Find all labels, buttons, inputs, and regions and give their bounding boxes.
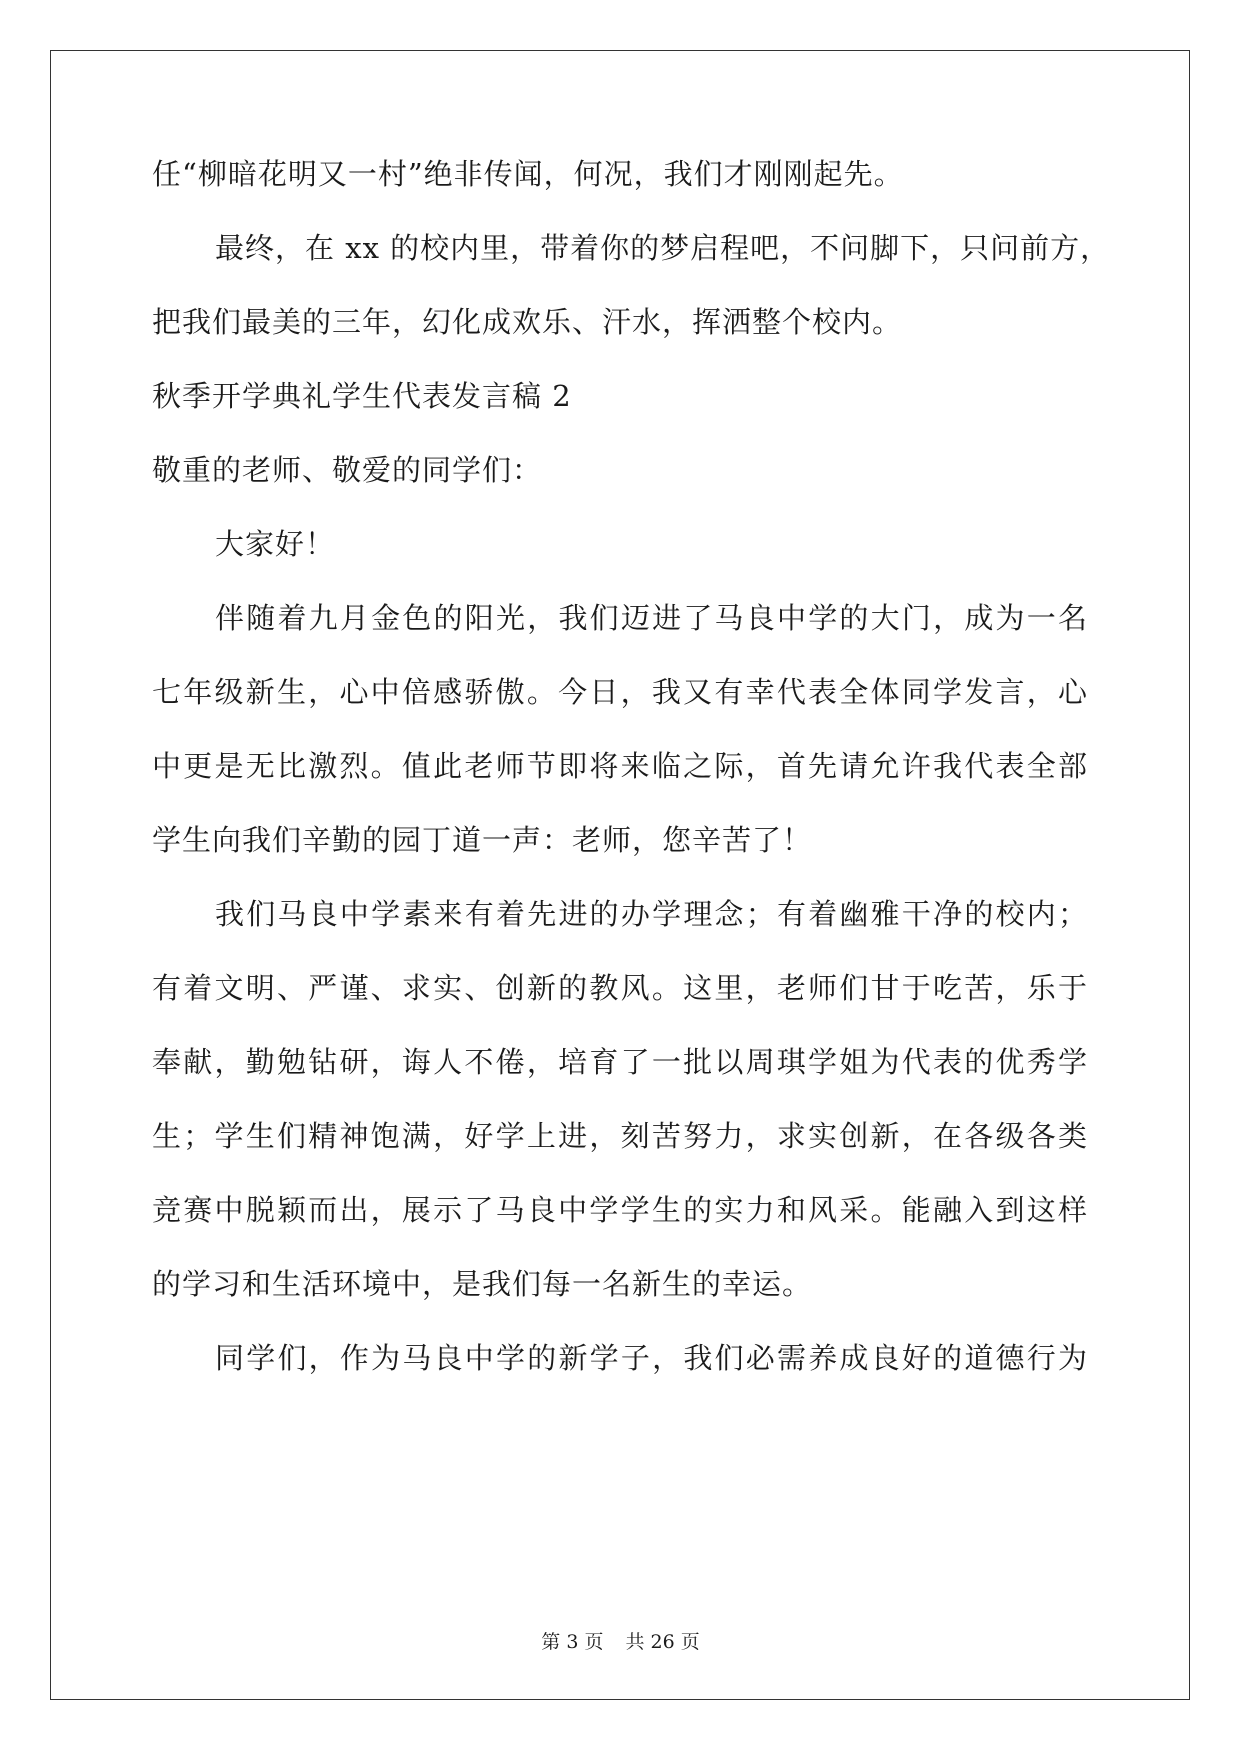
text-line: 竞赛中脱颖而出，展示了马良中学学生的实力和风采。能融入到这样	[152, 1193, 1088, 1227]
text-line: 奉献，勤勉钻研，诲人不倦，培育了一批以周琪学姐为代表的优秀学	[152, 1045, 1088, 1079]
text-line: 七年级新生，心中倍感骄傲。今日，我又有幸代表全体同学发言，心	[152, 675, 1088, 709]
salutation: 敬重的老师、敬爱的同学们：	[152, 453, 543, 487]
text-line: 中更是无比激烈。值此老师节即将来临之际，首先请允许我代表全部	[152, 749, 1088, 783]
text-line: 学生向我们辛勤的园丁道一声：老师，您辛苦了！	[152, 823, 813, 857]
text-line: 有着文明、严谨、求实、创新的教风。这里，老师们甘于吃苦，乐于	[152, 971, 1088, 1005]
greeting: 大家好！	[215, 527, 336, 561]
page-total: 共 26 页	[625, 1631, 700, 1653]
text-line: 我们马良中学素来有着先进的办学理念；有着幽雅干净的校内；	[215, 897, 1088, 931]
text-line: 任“柳暗花明又一村”绝非传闻，何况，我们才刚刚起先。	[152, 157, 904, 191]
text-line: 的学习和生活环境中，是我们每一名新生的幸运。	[152, 1267, 813, 1301]
text-line: 伴随着九月金色的阳光，我们迈进了马良中学的大门，成为一名	[215, 601, 1088, 635]
text-line: 同学们，作为马良中学的新学子，我们必需养成良好的道德行为	[215, 1341, 1088, 1375]
page-footer	[0, 1630, 1241, 1654]
page-border	[50, 50, 1190, 1700]
section-heading: 秋季开学典礼学生代表发言稿 2	[152, 379, 572, 413]
page-number: 第 3 页	[541, 1631, 604, 1653]
text-line: 生；学生们精神饱满，好学上进，刻苦努力，求实创新，在各级各类	[152, 1119, 1088, 1153]
text-line: 最终，在 xx 的校内里，带着你的梦启程吧，不问脚下，只问前方，	[215, 231, 1111, 265]
text-line: 把我们最美的三年，幻化成欢乐、汗水，挥洒整个校内。	[152, 305, 903, 339]
